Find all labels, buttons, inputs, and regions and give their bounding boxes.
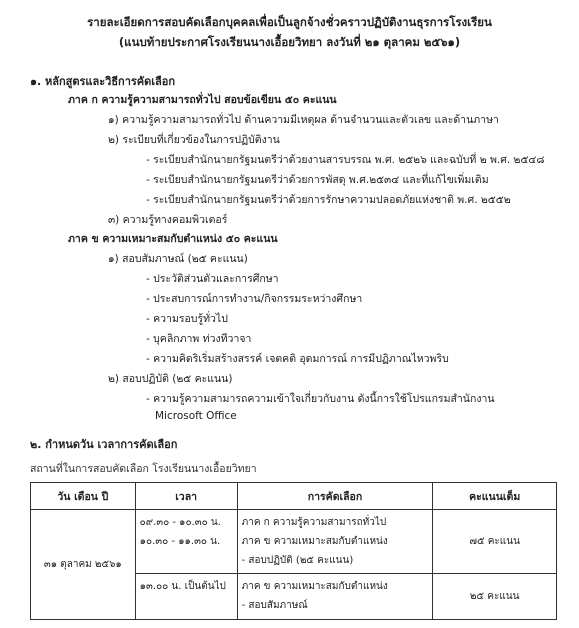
header-time: เวลา xyxy=(135,483,237,510)
partA-subitem-3: - ระเบียบสำนักนายกรัฐมนตรีว่าด้วยการรักษาความปลอดภัยแห่งชาติ พ.ศ. ๒๕๕๒ xyxy=(146,194,511,206)
time-slot-1: ๐๙.๓๐ - ๑๐.๓๐ น. xyxy=(139,517,221,528)
header-full-score: คะแนนเต็ม xyxy=(433,483,557,510)
score-cell: ๒๕ คะแนน xyxy=(433,574,557,620)
activity-line: - สอบสัมภาษณ์ xyxy=(241,600,308,611)
partB-heading: ภาค ข ความเหมาะสมกับตำแหน่ง ๕๐ คะแนน xyxy=(68,233,278,245)
table-row xyxy=(31,510,557,574)
date-cell: ๓๑ ตุลาคม ๒๕๖๑ xyxy=(31,510,136,620)
activity-line: ภาค ก ความรู้ความสามารถทั่วไป xyxy=(241,517,387,528)
partB-item2-sub: - ความรู้ความสามารถความเข้าใจเกี่ยวกับงาน ดังนี้การใช้โปรแกรมสำนักงาน xyxy=(146,393,495,405)
time-cell xyxy=(135,510,237,574)
activity-line: ภาค ข ความเหมาะสมกับตำแหน่ง xyxy=(241,536,388,547)
partB-item1-sub-3: - ความรอบรู้ทั่วไป xyxy=(146,313,228,325)
partA-heading: ภาค ก ความรู้ความสามารถทั่วไป สอบข้อเขียน ๕๐ คะแนน xyxy=(68,94,337,106)
exam-location: สถานที่ในการสอบคัดเลือก โรงเรียนนางเอื้อยวิทยา xyxy=(30,463,257,475)
partB-item2-sub-continued: Microsoft Office xyxy=(155,410,237,422)
time-slot-2: ๑๐.๓๐ - ๑๑.๓๐ น. xyxy=(139,536,221,547)
selection-cell xyxy=(237,574,433,620)
partB-item1-sub-1: - ประวัติส่วนตัวและการศึกษา xyxy=(146,273,279,285)
document-title: รายละเอียดการสอบคัดเลือกบุคคลเพื่อเป็นลูกจ้างชั่วคราวปฏิบัติงานธุรการโรงเรียน xyxy=(87,15,492,29)
activity-line: - สอบปฏิบัติ (๒๕ คะแนน) xyxy=(241,555,354,566)
partB-item1-sub-2: - ประสบการณ์การทำงาน/กิจกรรมระหว่างศึกษา xyxy=(146,293,363,305)
section2-heading: ๒. กำหนดวัน เวลาการคัดเลือก xyxy=(30,438,178,451)
header-date: วัน เดือน ปี xyxy=(31,483,136,510)
partB-item-2: ๒) สอบปฏิบัติ (๒๕ คะแนน) xyxy=(108,373,233,385)
header-selection: การคัดเลือก xyxy=(237,483,433,510)
time-cell xyxy=(135,574,237,620)
partA-subitem-2: - ระเบียบสำนักนายกรัฐมนตรีว่าด้วยการพัสดุ พ.ศ.๒๕๓๔ และที่แก้ไขเพิ่มเติม xyxy=(146,174,489,186)
table-header-row xyxy=(31,483,557,510)
partB-item1-sub-5: - ความคิดริเริ่มสร้างสรรค์ เจตคติ อุดมการณ์ การมีปฏิภาณไหวพริบ xyxy=(146,353,449,365)
partA-subitem-1: - ระเบียบสำนักนายกรัฐมนตรีว่าด้วยงานสารบรรณ พ.ศ. ๒๕๒๖ และฉบับที่ ๒ พ.ศ. ๒๕๔๘ xyxy=(146,154,545,166)
schedule-table xyxy=(30,482,557,620)
score-cell: ๗๕ คะแนน xyxy=(433,510,557,574)
document-subtitle: (แนบท้ายประกาศโรงเรียนนางเอื้อยวิทยา ลงวันที่ ๒๑ ตุลาคม ๒๕๖๑) xyxy=(118,35,461,49)
partB-item1-sub-4: - บุคลิกภาพ ท่วงทีวาจา xyxy=(146,333,252,345)
selection-cell xyxy=(237,510,433,574)
activity-line: ภาค ข ความเหมาะสมกับตำแหน่ง xyxy=(241,581,388,592)
section1-heading: ๑. หลักสูตรและวิธีการคัดเลือก xyxy=(30,75,176,88)
time-slot-3: ๑๓.๐๐ น. เป็นต้นไป xyxy=(139,581,226,592)
partA-item-1: ๑) ความรู้ความสามารถทั่วไป ด้านความมีเหตุผล ด้านจำนวนและตัวเลข และด้านภาษา xyxy=(108,114,499,126)
partA-item-2: ๒) ระเบียบที่เกี่ยวข้องในการปฏิบัติงาน xyxy=(108,134,280,146)
partB-item-1: ๑) สอบสัมภาษณ์ (๒๕ คะแนน) xyxy=(108,253,248,265)
partA-item-3: ๓) ความรู้ทางคอมพิวเตอร์ xyxy=(108,214,228,226)
